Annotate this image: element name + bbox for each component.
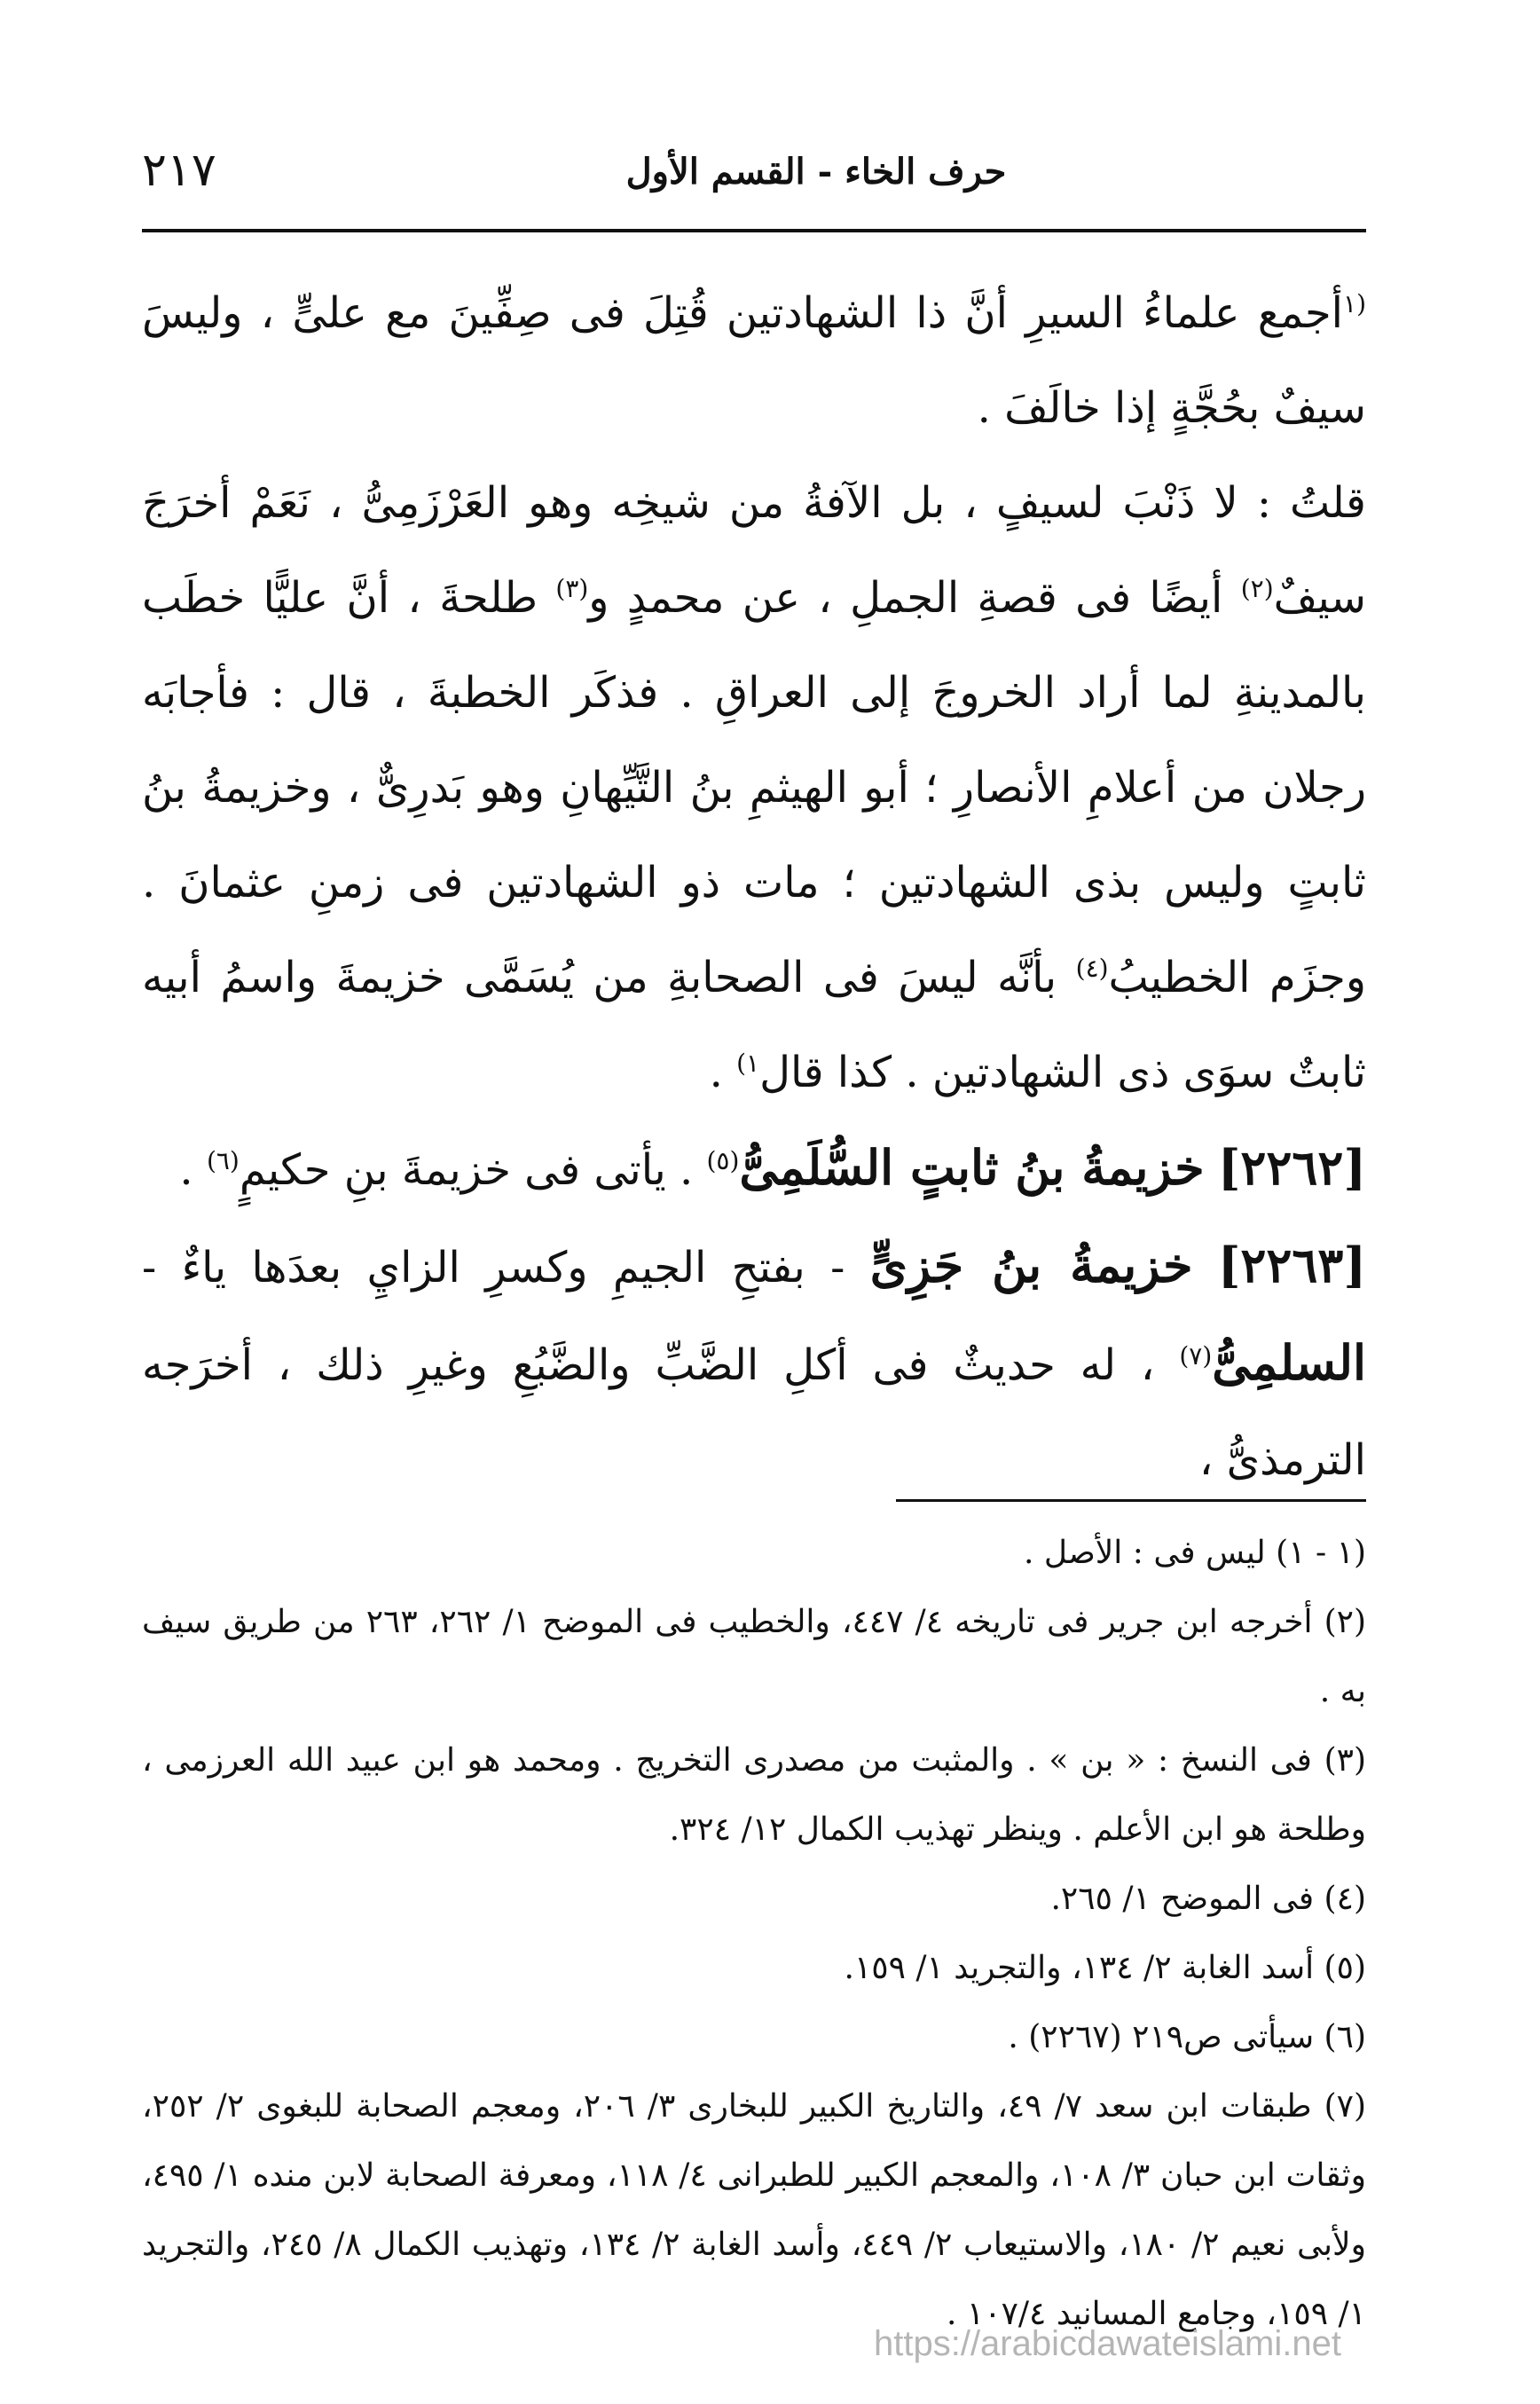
footnote: (٦) سيأتى ص٢١٩ (٢٢٦٧) . — [1008, 2019, 1366, 2055]
footnotes — [142, 1519, 1366, 2349]
footnote-marker: (٧) — [1179, 1341, 1213, 1371]
entry-text: - بفتحِ الجيمِ وكسرِ الزايِ بعدَها ياءٌ - — [142, 1243, 845, 1292]
footnote-divider — [896, 1499, 1366, 1502]
footnote-marker: (٥) — [706, 1146, 740, 1175]
footnote-marker: (٢) — [1240, 574, 1274, 603]
entry-text: . يأتى فى خزيمةَ بنِ حكيمٍ — [239, 1145, 694, 1195]
footnote-marker: (٦) — [206, 1146, 240, 1175]
paragraph-text: طلحةَ ، أنَّ عليًّا خطَب بالمدينةِ لما أراد الخروجَ إلى العراقِ . فذكَر الخطبةَ ، قال : فأجابَه رجلان من أعلامِ الأنصارِ ؛ أبو الهيثمِ بنُ التَّيِّهانِ وهو بَدرِىٌّ ، وخزيمةُ بنُ ثابتٍ وليس بذى الشهادتين ؛ مات ذو الشهادتين فى زمنِ عثمانَ . وجزَم الخطيبُ — [142, 573, 1367, 1002]
paragraph-text: بأنَّه ليسَ فى الصحابةِ من يُسَمَّى خزيمةَ واسمُ أبيه ثابتٌ سوَى ذى الشهادتين . كذا قال — [142, 953, 1366, 1097]
watermark-url: https://arabicdawateislami.net — [874, 2324, 1341, 2363]
entry-end: . — [179, 1145, 207, 1195]
paragraph-text: أجمع علماءُ السيرِ أنَّ ذا الشهادتين قُتِلَ فى صِفِّينَ مع علىٍّ ، وليسَ سيفٌ بحُجَّةٍ إذا خالَفَ . — [142, 288, 1366, 433]
entry-name: خزيمةُ بنُ ثابتٍ السُّلَمِىُّ — [739, 1139, 1205, 1196]
entry-number: [٢٢٦٢] — [1217, 1139, 1366, 1196]
running-title: حرف الخاء - القسم الأول — [625, 151, 1007, 192]
paragraph-end: . — [709, 1048, 737, 1097]
footnote-marker: (٣) — [555, 574, 589, 603]
footnote: (٥) أسد الغابة ٢/ ١٣٤، والتجريد ١/ ١٥٩. — [844, 1950, 1366, 1986]
entry-name: خزيمةُ بنُ جَزِىٍّ — [869, 1237, 1193, 1293]
footnote: (٣) فى النسخ : « بن » . والمثبت من مصدرى التخريج . ومحمد هو ابن عبيد الله العرزمى ، وطلحة هو ابن الأعلم . وينظر تهذيب الكمال ١٢/ ٣٢٤. — [142, 1742, 1366, 1848]
entry-number: [٢٢٦٣] — [1217, 1237, 1366, 1293]
paragraph-text: أيضًا فى قصةِ الجملِ ، عن محمدٍ و — [588, 573, 1223, 623]
footnote: (٧) طبقات ابن سعد ٧/ ٤٩، والتاريخ الكبير للبخارى ٣/ ٢٠٦، ومعجم الصحابة للبغوى ٢/ ٢٥٢، وثقات ابن حبان ٣/ ١٠٨، والمعجم الكبير للطبرانى ٤/ ١١٨، ومعرفة الصحابة لابن منده ١/ ٤٩٥، ولأبى نعيم ٢/ ١٨٠، والاستيعاب ٢/ ٤٤٩، وأسد الغابة ٢/ ١٣٤، وتهذيب الكمال ٨/ ٢٤٥، والتجريد ١/ ١٥٩، وجامع المسانيد ١٠٧/٤ . — [142, 2088, 1367, 2332]
page-header — [142, 133, 1366, 222]
footnote: (٢) أخرجه ابن جرير فى تاريخه ٤/ ٤٤٧، والخطيب فى الموضح ١/ ٢٦٢، ٢٦٣ من طريق سيف به . — [142, 1604, 1367, 1709]
footnote: (٤) فى الموضح ١/ ٢٦٥. — [1050, 1881, 1366, 1917]
entry-text: ، له حديثٌ فى أكلِ الضَّبِّ والضَّبُعِ وغيرِ ذلك ، أخرَجه الترمذىُّ ، — [142, 1340, 1366, 1485]
paragraph-2 — [142, 456, 1366, 1120]
main-text — [142, 266, 1366, 1508]
paragraph-text: قلتُ : لا ذَنْبَ لسيفٍ ، بل الآفةُ من شيخِه وهو العَرْزَمِىُّ ، نَعَمْ أخرَجَ سيفٌ — [142, 478, 1367, 623]
header-divider — [142, 229, 1366, 232]
page-number: ٢١٧ — [142, 144, 216, 197]
footnote: (١ - ١) ليس فى : الأصل . — [1024, 1535, 1366, 1571]
entry-2262 — [142, 1120, 1366, 1218]
entry-2263 — [142, 1218, 1366, 1508]
footnote-marker: ١) — [736, 1049, 760, 1078]
footnote-marker: (١ — [1343, 289, 1366, 318]
footnote-marker: (٤) — [1075, 954, 1109, 983]
entry-name-suffix: السلمِىُّ — [1212, 1334, 1367, 1391]
paragraph-1 — [142, 266, 1366, 456]
